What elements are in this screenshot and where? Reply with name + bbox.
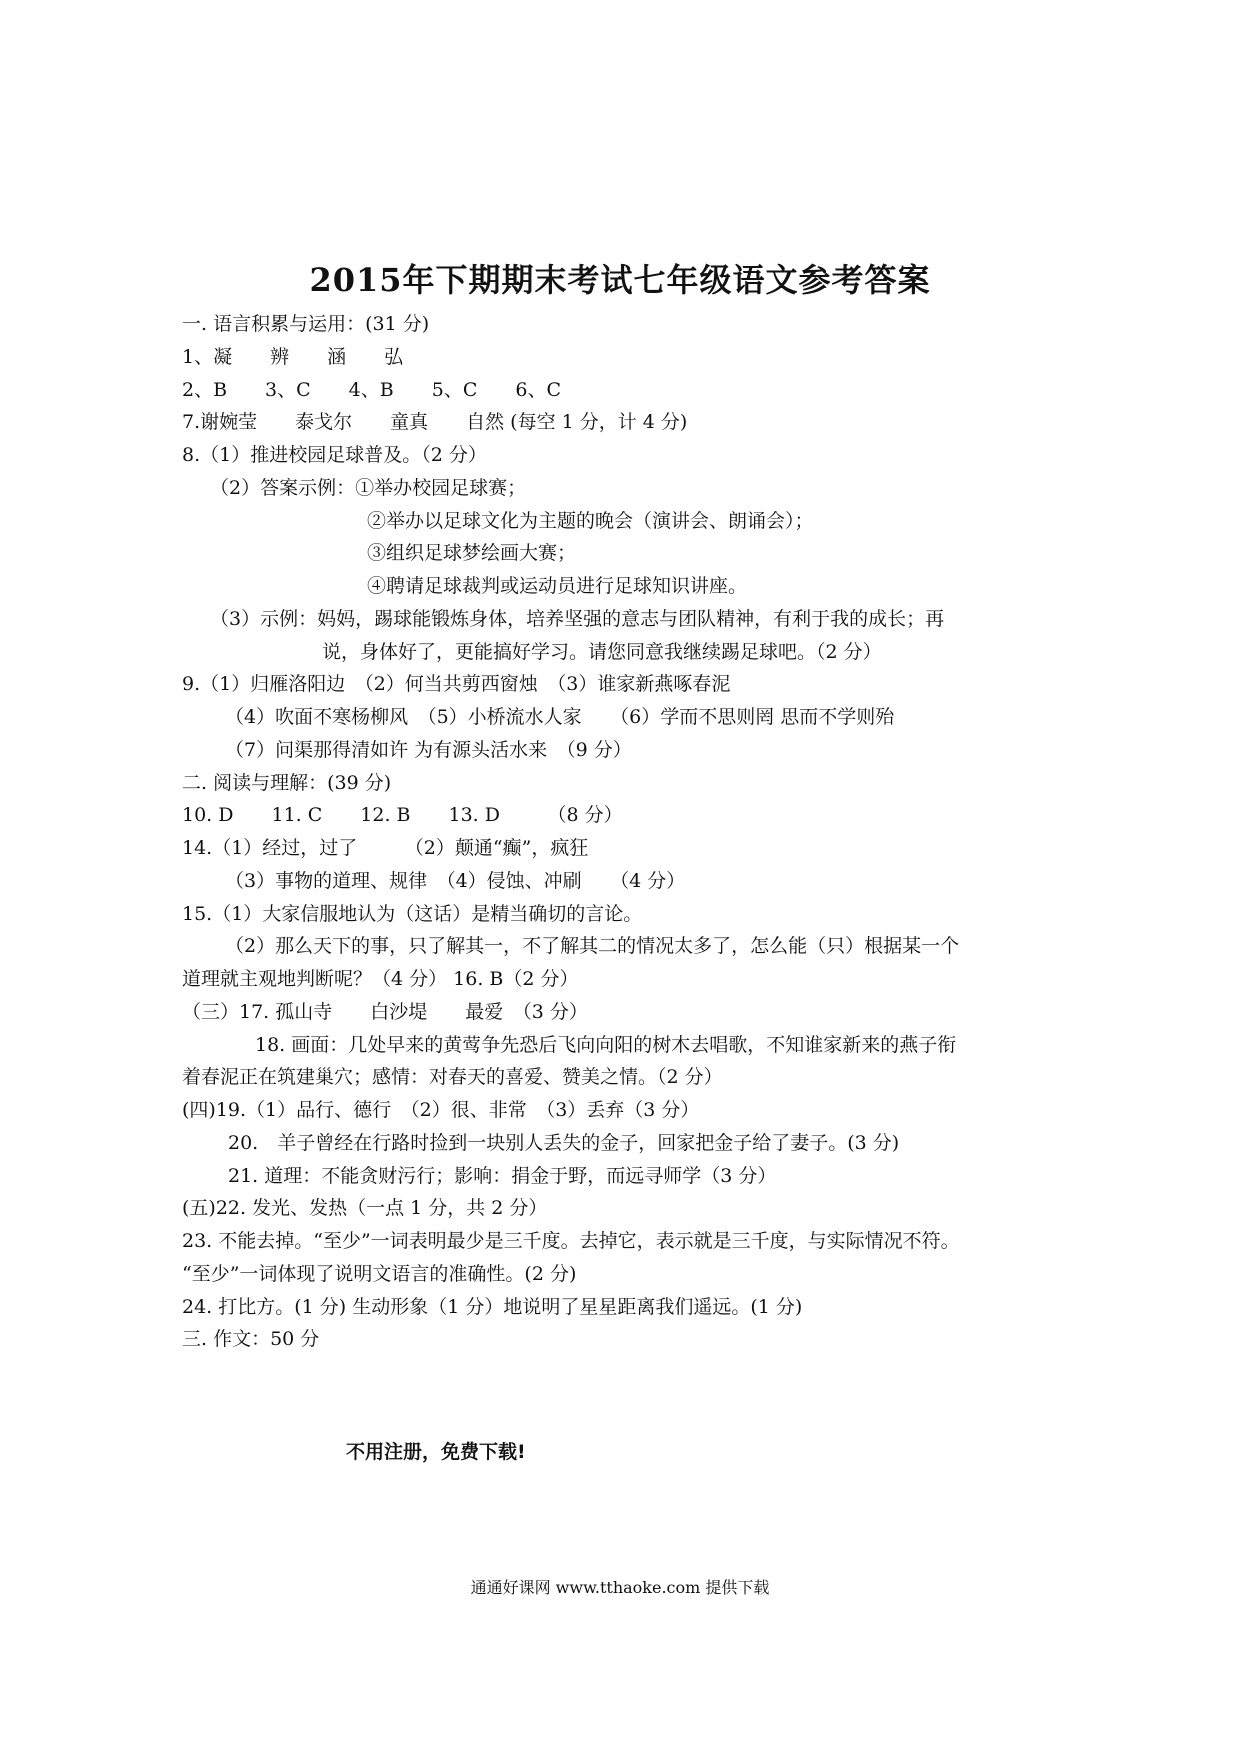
answer-line: （3）示例：妈妈，踢球能锻炼身体，培养坚强的意志与团队精神，有利于我的成长；再	[210, 608, 945, 630]
answer-line: 二. 阅读与理解：(39 分)	[182, 772, 392, 794]
answer-line: （2）那么天下的事，只了解其一，不了解其二的情况太多了，怎么能（只）根据某一个	[225, 935, 960, 957]
answer-line: 说，身体好了，更能搞好学习。请您同意我继续踢足球吧。（2 分）	[322, 641, 882, 663]
answer-line: ②举办以足球文化为主题的晚会（演讲会、朗诵会）；	[367, 510, 814, 532]
answer-line: 三. 作文：50 分	[182, 1328, 320, 1350]
download-notice: 不用注册，免费下载!	[346, 1441, 526, 1463]
answer-line: （三）17. 孤山寺 白沙堤 最爱 （3 分）	[182, 1001, 588, 1023]
page-title: 2015年下期期末考试七年级语文参考答案	[309, 261, 931, 299]
answer-line: 15.（1）大家信服地认为（这话）是精当确切的言论。	[182, 903, 643, 925]
footer-source: 通通好课网 www.tthaoke.com 提供下载	[470, 1578, 770, 1597]
answer-line: 8.（1）推进校园足球普及。（2 分）	[182, 444, 487, 466]
answer-line: 10. D 11. C 12. B 13. D （8 分）	[182, 804, 623, 826]
answer-line: 18. 画面：几处早来的黄莺争先恐后飞向向阳的树木去唱歌，不知谁家新来的燕子衔	[255, 1034, 957, 1056]
answer-line: （4）吹面不寒杨柳风 （5）小桥流水人家 （6）学而不思则罔 思而不学则殆	[225, 706, 895, 728]
answer-line: (四)19.（1）品行、德行 （2）很、非常 （3）丢弃（3 分）	[182, 1099, 700, 1121]
answer-line: 21. 道理：不能贪财污行；影响：捐金于野，而远寻师学（3 分）	[228, 1165, 777, 1187]
answer-line: 着春泥正在筑建巢穴；感情：对春天的喜爱、赞美之情。（2 分）	[182, 1066, 723, 1088]
answer-line: （7）问渠那得清如许 为有源头活水来 （9 分）	[225, 739, 632, 761]
answer-line: 24. 打比方。(1 分) 生动形象（1 分）地说明了星星距离我们遥远。(1 分)	[182, 1296, 803, 1318]
answer-line: ④聘请足球裁判或运动员进行足球知识讲座。	[367, 575, 748, 597]
answer-line: “至少”一词体现了说明文语言的准确性。(2 分)	[182, 1263, 577, 1285]
answer-line: 1、凝 辨 涵 弘	[182, 346, 404, 368]
answer-line: 2、B 3、C 4、B 5、C 6、C	[182, 379, 561, 401]
answer-line: 一. 语言积累与运用：(31 分)	[182, 313, 430, 335]
answer-line: 9.（1）归雁洛阳边 （2）何当共剪西窗烛 （3）谁家新燕啄春泥	[182, 673, 731, 695]
answer-line: 道理就主观地判断呢？（4 分） 16. B（2 分）	[182, 968, 579, 990]
answer-line: ③组织足球梦绘画大赛；	[367, 542, 577, 564]
answer-line: （2）答案示例：①举办校园足球赛；	[210, 477, 527, 499]
answer-line: （3）事物的道理、规律 （4）侵蚀、冲刷 （4 分）	[225, 870, 686, 892]
answer-line: (五)22. 发光、发热（一点 1 分，共 2 分）	[182, 1197, 548, 1219]
answer-line: 7.谢婉莹 泰戈尔 童真 自然 (每空 1 分，计 4 分)	[182, 411, 688, 433]
answer-line: 23. 不能去掉。“至少”一词表明最少是三千度。去掉它，表示就是三千度，与实际情况不符。	[182, 1230, 960, 1252]
answer-line: 14.（1）经过，过了 （2）颠通“癫”，疯狂	[182, 837, 589, 859]
answer-line: 20. 羊子曾经在行路时捡到一块别人丢失的金子，回家把金子给了妻子。(3 分)	[228, 1132, 900, 1154]
